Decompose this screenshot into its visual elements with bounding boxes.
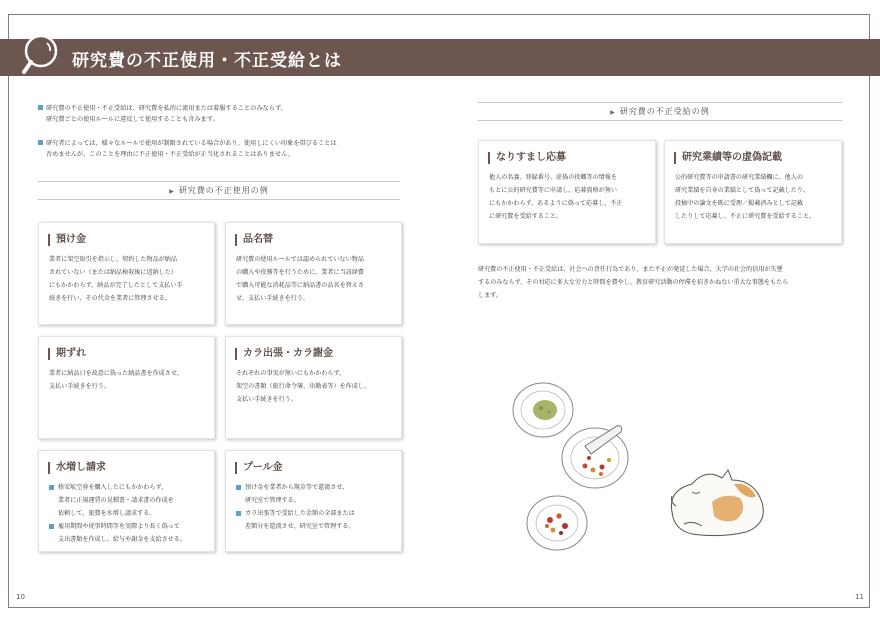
bullet-icon [236,511,241,516]
bullet-item: 預け金を業者から現金等で還流させ、 研究室で管理する。 [236,481,393,507]
bullet-icon [38,105,43,110]
card-title: 品名替 [235,234,273,246]
card-azukekin: 預け金 業者に架空取引を指示し、契約した物品が納品 されていない（または納品検収後に返納した） にもかかわらず、納品が完了したとして支払い手 続きを行い、その代金を業者に管理させる。 [38,222,215,325]
closing-paragraph: 研究費の不正使用・不正受給は、社会への背任行為であり、また不正が発覚した場合、大学の社会的信用が失墜 するのみならず、その対応に多大な労力と時間を費やし、教育研究活動の停滞を招きかねない重大な事態をもたら します。 [478,266,789,299]
bullet-item: カラ出張等で受給した金額の全部または 差額分を還流させ、研究室で管理する。 [236,507,393,533]
triangle-icon: ▶ [610,109,616,116]
triangle-icon: ▶ [169,188,175,195]
card-title: 預け金 [48,234,86,246]
bullet-item: 雇用期間や従事時間等を実際より長く偽って 支出書類を作成し、給与や謝金を支給させる。 [49,520,206,546]
card-title: なりすまし応募 [488,152,566,164]
intro-paragraph: 研究費の不正使用・不正受給は、研究費を私的に流用または着服することのみならず、 研究費ごとの使用ルールに違反して使用することも含みます。 [38,103,398,125]
magnifier-icon [22,32,62,76]
card-kara-shutcho: カラ出張・カラ謝金 それぞれの事実が無いにもかかわらず、 架空の書類（旅行命令簿、出勤表等）を作成し、 支払い手続きを行う。 [225,336,402,439]
card-title: プール金 [235,462,283,474]
bullet-item: 格安航空券を購入したにもかかわらず、 業者に正規運賃の見積書・請求書の作成を 依頼して、旅費を水増し請求する。 [49,481,206,520]
page-title: 研究費の不正使用・不正受給とは [72,51,342,71]
sleeping-cat-illustration [662,462,772,542]
page-number-right: 11 [855,593,864,601]
card-poolkin [225,450,402,552]
card-title: 研究業績等の虚偽記載 [674,152,782,164]
card-title: カラ出張・カラ謝金 [235,348,333,360]
bullet-icon [49,524,54,529]
card-hinmeigae: 品名替 研究費の使用ルールでは認められていない物品 の購入や役務等を行うために、業者に当該経費 で購入可能な消耗品等に納品書の品名を替えさ せ、支払い手続きを行う。 [225,222,402,325]
bullet-icon [38,140,43,145]
card-kizure: 期ずれ 業者に納品日を故意に偽った納品書を作成させ、 支払い手続きを行う。 [38,336,215,439]
misuse-section-heading: ▶ 研究費の不正使用の例 [38,181,400,200]
card-title: 水増し請求 [48,462,106,474]
card-title: 期ずれ [48,348,86,360]
card-kyogi-kisai: 研究業績等の虚偽記載 公的研究費等の申請書の研究業績欄に、他人の 研究業績を自身の業績として偽って記載したり、 投稿中の論文を既に受理／掲載済みとして記載 したりして応募し、不正に研究費を受給すること。 [664,140,842,244]
mortar-bowls-illustration [505,378,645,568]
bullet-icon [236,485,241,490]
card-narisumashi: なりすまし応募 他人の名義、登録番号、虚偽の役職等の情報を もとに公的研究費等に申請し、応募資格が無い にもかかわらず、あるように偽って応募し、不正 に研究費を受給すること。 [478,140,656,244]
bullet-icon [49,485,54,490]
page-number-left: 10 [16,593,25,601]
intro-paragraph: 研究者によっては、様々なルールで使用が制限されている場合があり、使用しにくい印象を帯びることは 否めませんが、このことを理由に不正使用・不正受給が正当化されることはありません。 [38,138,398,160]
card-mizumashi [38,450,215,552]
fraud-section-heading: ▶ 研究費の不正受給の例 [478,102,842,121]
